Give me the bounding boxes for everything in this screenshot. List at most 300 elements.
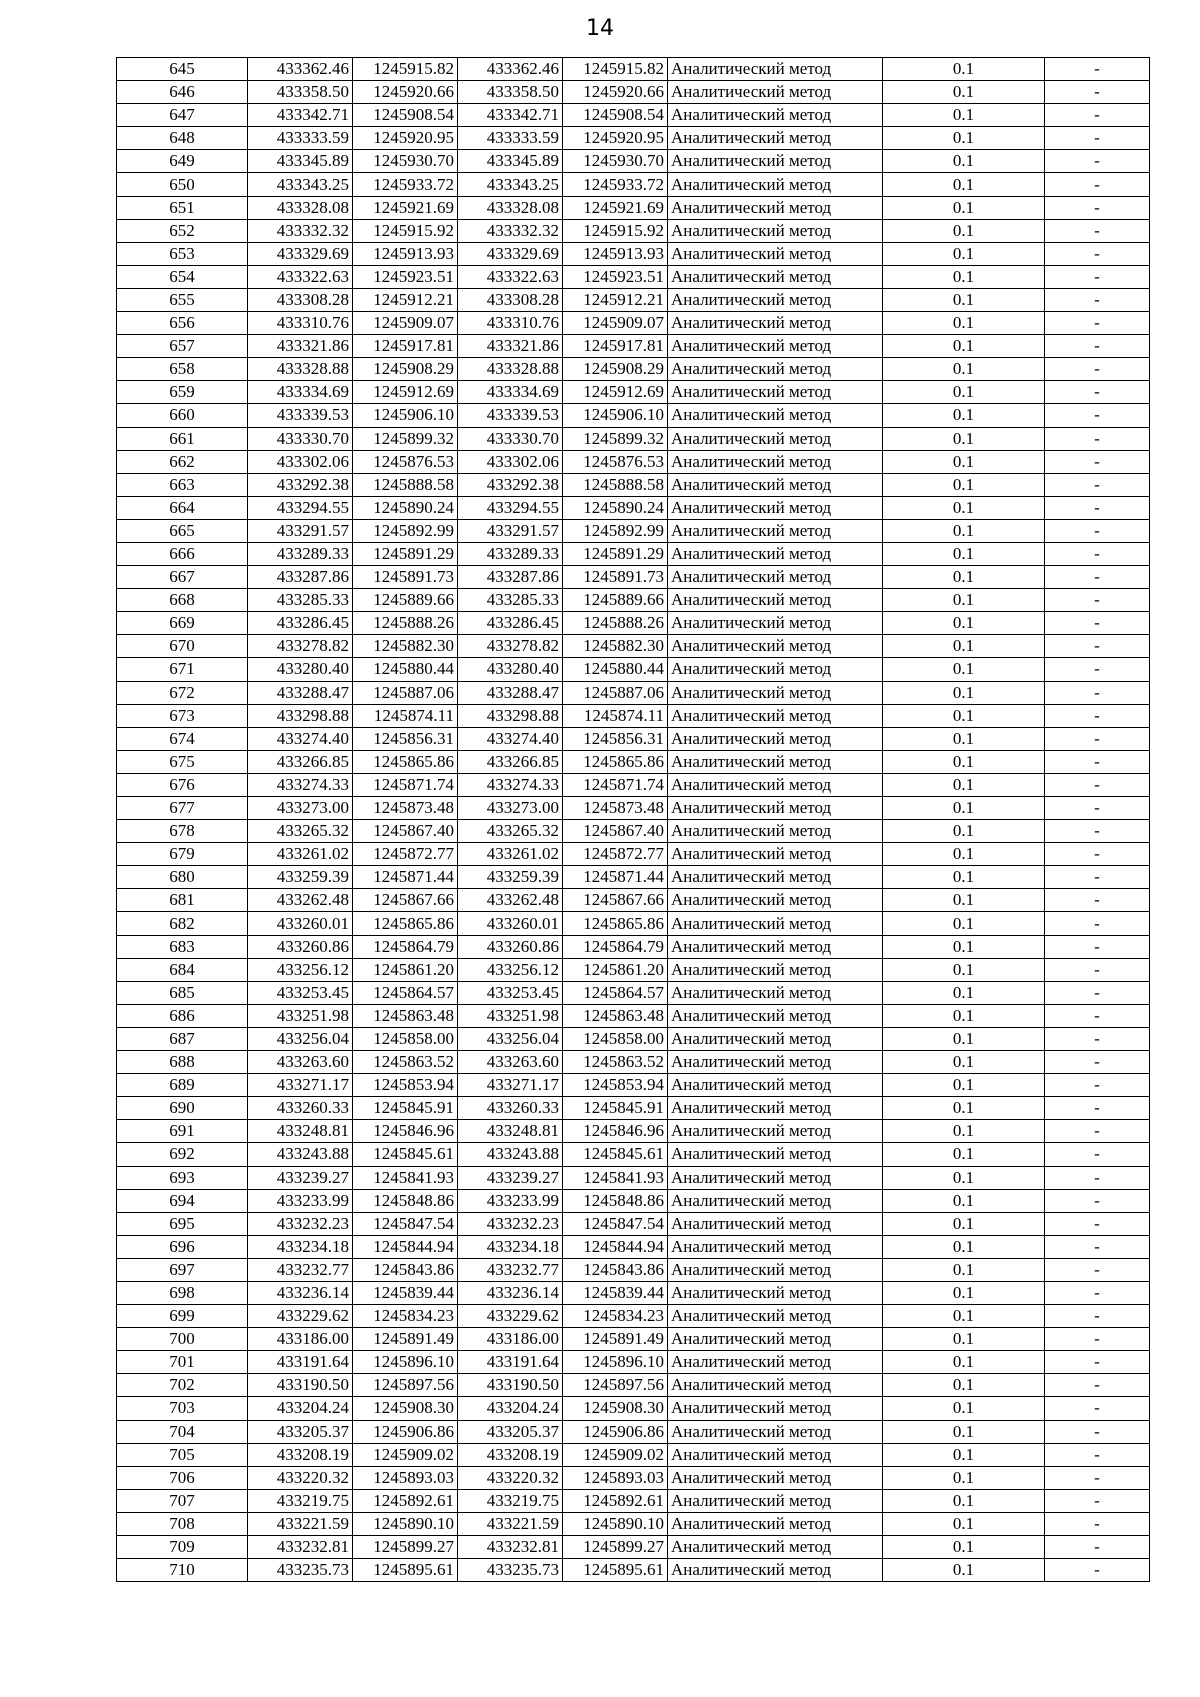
method-cell: Аналитический метод [668, 935, 883, 958]
x-coordinate-repeat-cell: 433322.63 [458, 265, 563, 288]
method-cell: Аналитический метод [668, 1004, 883, 1027]
note-cell: - [1045, 1281, 1150, 1304]
x-coordinate-repeat-cell: 433292.38 [458, 473, 563, 496]
y-coordinate-cell: 1245908.54 [353, 104, 458, 127]
point-number-cell: 683 [117, 935, 248, 958]
method-cell: Аналитический метод [668, 1420, 883, 1443]
accuracy-cell: 0.1 [883, 1420, 1045, 1443]
x-coordinate-repeat-cell: 433186.00 [458, 1328, 563, 1351]
x-coordinate-repeat-cell: 433339.53 [458, 404, 563, 427]
accuracy-cell: 0.1 [883, 1536, 1045, 1559]
table-row [117, 612, 1150, 635]
point-number-cell: 675 [117, 750, 248, 773]
point-number-cell: 681 [117, 889, 248, 912]
y-coordinate-cell: 1245920.95 [353, 127, 458, 150]
note-cell: - [1045, 1097, 1150, 1120]
point-number-cell: 659 [117, 381, 248, 404]
point-number-cell: 686 [117, 1004, 248, 1027]
note-cell: - [1045, 1074, 1150, 1097]
accuracy-cell: 0.1 [883, 1074, 1045, 1097]
y-coordinate-cell: 1245834.23 [353, 1305, 458, 1328]
y-coordinate-repeat-cell: 1245893.03 [563, 1466, 668, 1489]
method-cell: Аналитический метод [668, 589, 883, 612]
method-cell: Аналитический метод [668, 704, 883, 727]
y-coordinate-repeat-cell: 1245863.48 [563, 1004, 668, 1027]
method-cell: Аналитический метод [668, 265, 883, 288]
method-cell: Аналитический метод [668, 1212, 883, 1235]
y-coordinate-cell: 1245906.10 [353, 404, 458, 427]
method-cell: Аналитический метод [668, 1374, 883, 1397]
point-number-cell: 648 [117, 127, 248, 150]
x-coordinate-cell: 433289.33 [248, 542, 353, 565]
y-coordinate-repeat-cell: 1245871.74 [563, 773, 668, 796]
point-number-cell: 652 [117, 219, 248, 242]
method-cell: Аналитический метод [668, 750, 883, 773]
x-coordinate-repeat-cell: 433190.50 [458, 1374, 563, 1397]
accuracy-cell: 0.1 [883, 912, 1045, 935]
y-coordinate-repeat-cell: 1245843.86 [563, 1258, 668, 1281]
point-number-cell: 653 [117, 242, 248, 265]
x-coordinate-cell: 433334.69 [248, 381, 353, 404]
note-cell: - [1045, 1027, 1150, 1050]
y-coordinate-cell: 1245912.21 [353, 288, 458, 311]
accuracy-cell: 0.1 [883, 288, 1045, 311]
point-number-cell: 674 [117, 727, 248, 750]
accuracy-cell: 0.1 [883, 704, 1045, 727]
x-coordinate-cell: 433358.50 [248, 81, 353, 104]
y-coordinate-repeat-cell: 1245909.07 [563, 312, 668, 335]
y-coordinate-repeat-cell: 1245909.02 [563, 1443, 668, 1466]
x-coordinate-cell: 433248.81 [248, 1120, 353, 1143]
x-coordinate-cell: 433232.81 [248, 1536, 353, 1559]
point-number-cell: 654 [117, 265, 248, 288]
x-coordinate-repeat-cell: 433243.88 [458, 1143, 563, 1166]
method-cell: Аналитический метод [668, 219, 883, 242]
note-cell: - [1045, 658, 1150, 681]
y-coordinate-repeat-cell: 1245899.27 [563, 1536, 668, 1559]
note-cell: - [1045, 127, 1150, 150]
table-row [117, 104, 1150, 127]
method-cell: Аналитический метод [668, 1051, 883, 1074]
x-coordinate-repeat-cell: 433253.45 [458, 981, 563, 1004]
method-cell: Аналитический метод [668, 381, 883, 404]
y-coordinate-cell: 1245889.66 [353, 589, 458, 612]
table-row [117, 750, 1150, 773]
note-cell: - [1045, 1397, 1150, 1420]
note-cell: - [1045, 1212, 1150, 1235]
accuracy-cell: 0.1 [883, 935, 1045, 958]
method-cell: Аналитический метод [668, 1536, 883, 1559]
note-cell: - [1045, 1420, 1150, 1443]
note-cell: - [1045, 519, 1150, 542]
y-coordinate-cell: 1245882.30 [353, 635, 458, 658]
x-coordinate-cell: 433233.99 [248, 1189, 353, 1212]
x-coordinate-cell: 433265.32 [248, 820, 353, 843]
point-number-cell: 709 [117, 1536, 248, 1559]
y-coordinate-cell: 1245865.86 [353, 912, 458, 935]
accuracy-cell: 0.1 [883, 1489, 1045, 1512]
y-coordinate-cell: 1245888.26 [353, 612, 458, 635]
method-cell: Аналитический метод [668, 1559, 883, 1582]
x-coordinate-repeat-cell: 433232.81 [458, 1536, 563, 1559]
y-coordinate-cell: 1245845.61 [353, 1143, 458, 1166]
accuracy-cell: 0.1 [883, 219, 1045, 242]
table-row [117, 1212, 1150, 1235]
y-coordinate-repeat-cell: 1245847.54 [563, 1212, 668, 1235]
x-coordinate-cell: 433280.40 [248, 658, 353, 681]
accuracy-cell: 0.1 [883, 104, 1045, 127]
y-coordinate-cell: 1245892.61 [353, 1489, 458, 1512]
accuracy-cell: 0.1 [883, 1004, 1045, 1027]
note-cell: - [1045, 797, 1150, 820]
accuracy-cell: 0.1 [883, 1027, 1045, 1050]
accuracy-cell: 0.1 [883, 358, 1045, 381]
point-number-cell: 668 [117, 589, 248, 612]
note-cell: - [1045, 1512, 1150, 1535]
y-coordinate-repeat-cell: 1245917.81 [563, 335, 668, 358]
method-cell: Аналитический метод [668, 1351, 883, 1374]
accuracy-cell: 0.1 [883, 496, 1045, 519]
y-coordinate-cell: 1245876.53 [353, 450, 458, 473]
y-coordinate-cell: 1245874.11 [353, 704, 458, 727]
method-cell: Аналитический метод [668, 150, 883, 173]
x-coordinate-repeat-cell: 433362.46 [458, 58, 563, 81]
table-row [117, 797, 1150, 820]
point-number-cell: 669 [117, 612, 248, 635]
note-cell: - [1045, 450, 1150, 473]
x-coordinate-repeat-cell: 433260.33 [458, 1097, 563, 1120]
x-coordinate-repeat-cell: 433310.76 [458, 312, 563, 335]
x-coordinate-cell: 433278.82 [248, 635, 353, 658]
table-row [117, 1443, 1150, 1466]
y-coordinate-cell: 1245909.02 [353, 1443, 458, 1466]
note-cell: - [1045, 1143, 1150, 1166]
table-row [117, 1235, 1150, 1258]
x-coordinate-cell: 433205.37 [248, 1420, 353, 1443]
accuracy-cell: 0.1 [883, 127, 1045, 150]
x-coordinate-repeat-cell: 433260.01 [458, 912, 563, 935]
point-number-cell: 689 [117, 1074, 248, 1097]
x-coordinate-repeat-cell: 433274.33 [458, 773, 563, 796]
accuracy-cell: 0.1 [883, 589, 1045, 612]
table-row [117, 566, 1150, 589]
note-cell: - [1045, 1559, 1150, 1582]
y-coordinate-repeat-cell: 1245921.69 [563, 196, 668, 219]
y-coordinate-repeat-cell: 1245895.61 [563, 1559, 668, 1582]
x-coordinate-repeat-cell: 433271.17 [458, 1074, 563, 1097]
table-row [117, 1397, 1150, 1420]
table-row [117, 519, 1150, 542]
y-coordinate-repeat-cell: 1245867.40 [563, 820, 668, 843]
x-coordinate-repeat-cell: 433302.06 [458, 450, 563, 473]
note-cell: - [1045, 681, 1150, 704]
method-cell: Аналитический метод [668, 288, 883, 311]
accuracy-cell: 0.1 [883, 843, 1045, 866]
y-coordinate-repeat-cell: 1245892.99 [563, 519, 668, 542]
point-number-cell: 649 [117, 150, 248, 173]
note-cell: - [1045, 219, 1150, 242]
x-coordinate-cell: 433322.63 [248, 265, 353, 288]
y-coordinate-cell: 1245843.86 [353, 1258, 458, 1281]
x-coordinate-cell: 433236.14 [248, 1281, 353, 1304]
y-coordinate-cell: 1245880.44 [353, 658, 458, 681]
x-coordinate-cell: 433219.75 [248, 1489, 353, 1512]
x-coordinate-cell: 433321.86 [248, 335, 353, 358]
x-coordinate-cell: 433256.04 [248, 1027, 353, 1050]
y-coordinate-repeat-cell: 1245933.72 [563, 173, 668, 196]
note-cell: - [1045, 750, 1150, 773]
y-coordinate-repeat-cell: 1245906.10 [563, 404, 668, 427]
x-coordinate-cell: 433310.76 [248, 312, 353, 335]
accuracy-cell: 0.1 [883, 196, 1045, 219]
note-cell: - [1045, 473, 1150, 496]
table-row [117, 889, 1150, 912]
point-number-cell: 666 [117, 542, 248, 565]
note-cell: - [1045, 381, 1150, 404]
note-cell: - [1045, 81, 1150, 104]
note-cell: - [1045, 1305, 1150, 1328]
y-coordinate-repeat-cell: 1245848.86 [563, 1189, 668, 1212]
point-number-cell: 677 [117, 797, 248, 820]
table-row [117, 773, 1150, 796]
point-number-cell: 656 [117, 312, 248, 335]
table-row [117, 1512, 1150, 1535]
point-number-cell: 671 [117, 658, 248, 681]
y-coordinate-repeat-cell: 1245887.06 [563, 681, 668, 704]
note-cell: - [1045, 404, 1150, 427]
point-number-cell: 687 [117, 1027, 248, 1050]
note-cell: - [1045, 1328, 1150, 1351]
y-coordinate-cell: 1245921.69 [353, 196, 458, 219]
y-coordinate-cell: 1245864.57 [353, 981, 458, 1004]
x-coordinate-cell: 433342.71 [248, 104, 353, 127]
y-coordinate-cell: 1245845.91 [353, 1097, 458, 1120]
y-coordinate-repeat-cell: 1245888.58 [563, 473, 668, 496]
x-coordinate-repeat-cell: 433232.23 [458, 1212, 563, 1235]
table-row [117, 1143, 1150, 1166]
note-cell: - [1045, 58, 1150, 81]
accuracy-cell: 0.1 [883, 1305, 1045, 1328]
note-cell: - [1045, 1443, 1150, 1466]
x-coordinate-cell: 433302.06 [248, 450, 353, 473]
x-coordinate-repeat-cell: 433333.59 [458, 127, 563, 150]
x-coordinate-repeat-cell: 433259.39 [458, 866, 563, 889]
x-coordinate-cell: 433235.73 [248, 1559, 353, 1582]
accuracy-cell: 0.1 [883, 1120, 1045, 1143]
x-coordinate-cell: 433330.70 [248, 427, 353, 450]
y-coordinate-cell: 1245861.20 [353, 958, 458, 981]
point-number-cell: 699 [117, 1305, 248, 1328]
method-cell: Аналитический метод [668, 450, 883, 473]
x-coordinate-repeat-cell: 433262.48 [458, 889, 563, 912]
x-coordinate-cell: 433294.55 [248, 496, 353, 519]
y-coordinate-repeat-cell: 1245888.26 [563, 612, 668, 635]
accuracy-cell: 0.1 [883, 450, 1045, 473]
x-coordinate-cell: 433339.53 [248, 404, 353, 427]
note-cell: - [1045, 1466, 1150, 1489]
note-cell: - [1045, 635, 1150, 658]
y-coordinate-cell: 1245908.29 [353, 358, 458, 381]
y-coordinate-cell: 1245891.49 [353, 1328, 458, 1351]
y-coordinate-cell: 1245908.30 [353, 1397, 458, 1420]
table-row [117, 335, 1150, 358]
accuracy-cell: 0.1 [883, 312, 1045, 335]
accuracy-cell: 0.1 [883, 173, 1045, 196]
note-cell: - [1045, 358, 1150, 381]
method-cell: Аналитический метод [668, 335, 883, 358]
table-row [117, 589, 1150, 612]
x-coordinate-cell: 433260.33 [248, 1097, 353, 1120]
point-number-cell: 707 [117, 1489, 248, 1512]
y-coordinate-cell: 1245871.74 [353, 773, 458, 796]
y-coordinate-repeat-cell: 1245897.56 [563, 1374, 668, 1397]
accuracy-cell: 0.1 [883, 265, 1045, 288]
method-cell: Аналитический метод [668, 912, 883, 935]
x-coordinate-repeat-cell: 433294.55 [458, 496, 563, 519]
x-coordinate-cell: 433221.59 [248, 1512, 353, 1535]
x-coordinate-repeat-cell: 433233.99 [458, 1189, 563, 1212]
note-cell: - [1045, 427, 1150, 450]
accuracy-cell: 0.1 [883, 681, 1045, 704]
method-cell: Аналитический метод [668, 196, 883, 219]
coordinates-table-body [117, 58, 1150, 1582]
method-cell: Аналитический метод [668, 358, 883, 381]
x-coordinate-cell: 433332.32 [248, 219, 353, 242]
note-cell: - [1045, 196, 1150, 219]
y-coordinate-cell: 1245863.48 [353, 1004, 458, 1027]
note-cell: - [1045, 1374, 1150, 1397]
method-cell: Аналитический метод [668, 843, 883, 866]
point-number-cell: 670 [117, 635, 248, 658]
x-coordinate-repeat-cell: 433291.57 [458, 519, 563, 542]
x-coordinate-cell: 433239.27 [248, 1166, 353, 1189]
table-row [117, 704, 1150, 727]
table-row [117, 242, 1150, 265]
point-number-cell: 645 [117, 58, 248, 81]
accuracy-cell: 0.1 [883, 958, 1045, 981]
accuracy-cell: 0.1 [883, 1143, 1045, 1166]
accuracy-cell: 0.1 [883, 1374, 1045, 1397]
x-coordinate-cell: 433232.77 [248, 1258, 353, 1281]
point-number-cell: 661 [117, 427, 248, 450]
y-coordinate-repeat-cell: 1245891.29 [563, 542, 668, 565]
x-coordinate-cell: 433234.18 [248, 1235, 353, 1258]
x-coordinate-repeat-cell: 433219.75 [458, 1489, 563, 1512]
y-coordinate-repeat-cell: 1245864.79 [563, 935, 668, 958]
method-cell: Аналитический метод [668, 496, 883, 519]
x-coordinate-cell: 433229.62 [248, 1305, 353, 1328]
y-coordinate-repeat-cell: 1245892.61 [563, 1489, 668, 1512]
point-number-cell: 708 [117, 1512, 248, 1535]
point-number-cell: 698 [117, 1281, 248, 1304]
method-cell: Аналитический метод [668, 566, 883, 589]
method-cell: Аналитический метод [668, 797, 883, 820]
y-coordinate-cell: 1245895.61 [353, 1559, 458, 1582]
x-coordinate-cell: 433333.59 [248, 127, 353, 150]
point-number-cell: 703 [117, 1397, 248, 1420]
method-cell: Аналитический метод [668, 1189, 883, 1212]
method-cell: Аналитический метод [668, 612, 883, 635]
y-coordinate-cell: 1245913.93 [353, 242, 458, 265]
table-row [117, 1074, 1150, 1097]
table-row [117, 1258, 1150, 1281]
x-coordinate-repeat-cell: 433248.81 [458, 1120, 563, 1143]
table-row [117, 1027, 1150, 1050]
x-coordinate-cell: 433274.40 [248, 727, 353, 750]
x-coordinate-cell: 433274.33 [248, 773, 353, 796]
accuracy-cell: 0.1 [883, 1512, 1045, 1535]
x-coordinate-repeat-cell: 433330.70 [458, 427, 563, 450]
method-cell: Аналитический метод [668, 519, 883, 542]
method-cell: Аналитический метод [668, 958, 883, 981]
method-cell: Аналитический метод [668, 1097, 883, 1120]
note-cell: - [1045, 496, 1150, 519]
y-coordinate-repeat-cell: 1245915.82 [563, 58, 668, 81]
table-row [117, 1351, 1150, 1374]
x-coordinate-cell: 433286.45 [248, 612, 353, 635]
x-coordinate-cell: 433263.60 [248, 1051, 353, 1074]
x-coordinate-cell: 433291.57 [248, 519, 353, 542]
point-number-cell: 697 [117, 1258, 248, 1281]
y-coordinate-repeat-cell: 1245899.32 [563, 427, 668, 450]
method-cell: Аналитический метод [668, 127, 883, 150]
accuracy-cell: 0.1 [883, 797, 1045, 820]
x-coordinate-repeat-cell: 433286.45 [458, 612, 563, 635]
method-cell: Аналитический метод [668, 1074, 883, 1097]
x-coordinate-repeat-cell: 433251.98 [458, 1004, 563, 1027]
method-cell: Аналитический метод [668, 404, 883, 427]
x-coordinate-repeat-cell: 433321.86 [458, 335, 563, 358]
y-coordinate-cell: 1245856.31 [353, 727, 458, 750]
accuracy-cell: 0.1 [883, 566, 1045, 589]
accuracy-cell: 0.1 [883, 242, 1045, 265]
point-number-cell: 684 [117, 958, 248, 981]
y-coordinate-repeat-cell: 1245839.44 [563, 1281, 668, 1304]
y-coordinate-cell: 1245915.82 [353, 58, 458, 81]
method-cell: Аналитический метод [668, 820, 883, 843]
x-coordinate-repeat-cell: 433256.12 [458, 958, 563, 981]
note-cell: - [1045, 1258, 1150, 1281]
x-coordinate-repeat-cell: 433263.60 [458, 1051, 563, 1074]
point-number-cell: 667 [117, 566, 248, 589]
y-coordinate-cell: 1245893.03 [353, 1466, 458, 1489]
accuracy-cell: 0.1 [883, 1051, 1045, 1074]
accuracy-cell: 0.1 [883, 773, 1045, 796]
table-row [117, 265, 1150, 288]
note-cell: - [1045, 1004, 1150, 1027]
y-coordinate-cell: 1245912.69 [353, 381, 458, 404]
point-number-cell: 692 [117, 1143, 248, 1166]
accuracy-cell: 0.1 [883, 473, 1045, 496]
table-row [117, 358, 1150, 381]
accuracy-cell: 0.1 [883, 1166, 1045, 1189]
table-row [117, 196, 1150, 219]
point-number-cell: 706 [117, 1466, 248, 1489]
note-cell: - [1045, 727, 1150, 750]
y-coordinate-repeat-cell: 1245841.93 [563, 1166, 668, 1189]
point-number-cell: 655 [117, 288, 248, 311]
accuracy-cell: 0.1 [883, 1559, 1045, 1582]
x-coordinate-repeat-cell: 433328.08 [458, 196, 563, 219]
note-cell: - [1045, 981, 1150, 1004]
point-number-cell: 691 [117, 1120, 248, 1143]
x-coordinate-cell: 433329.69 [248, 242, 353, 265]
table-row [117, 81, 1150, 104]
note-cell: - [1045, 1351, 1150, 1374]
point-number-cell: 679 [117, 843, 248, 866]
accuracy-cell: 0.1 [883, 1397, 1045, 1420]
table-row [117, 404, 1150, 427]
